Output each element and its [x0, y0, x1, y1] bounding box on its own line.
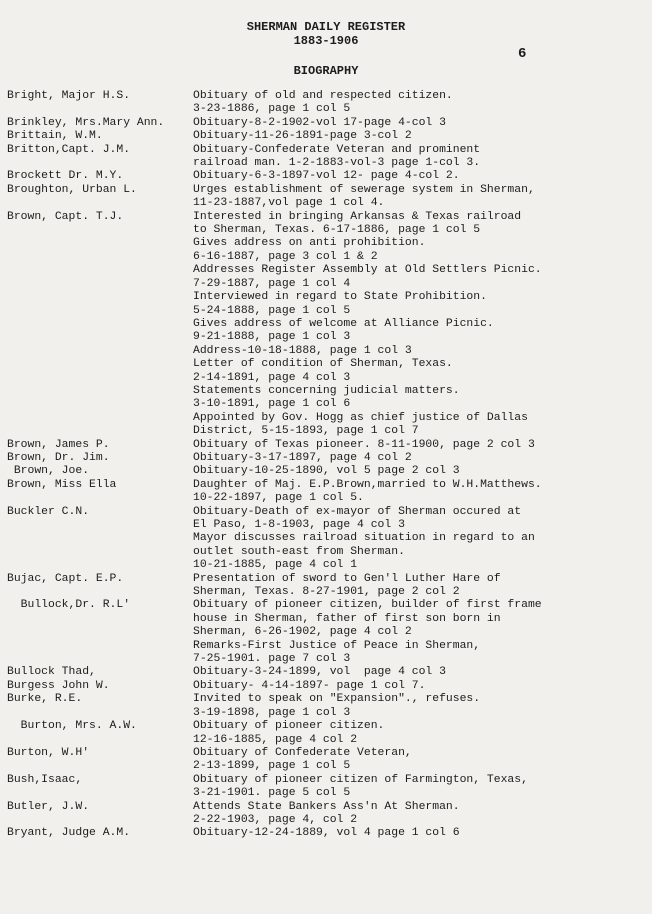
entry-text	[193, 506, 647, 573]
entry-text-line: Obituary-6-3-1897-vol 12- page 4-col 2.	[193, 170, 460, 183]
entry-text-line: Daughter of Maj. E.P.Brown,married to W.H.Matthews.	[193, 478, 542, 491]
entry-text	[193, 693, 647, 720]
register-years: 1883-1906	[293, 34, 359, 48]
entry-text-line: 9-21-1888, page 1 col 3	[193, 331, 351, 344]
entry-name-line: Brinkley, Mrs.Mary Ann.	[7, 116, 165, 129]
entry-name	[7, 170, 193, 183]
entry-text-line: Obituary-Death of ex-mayor of Sherman occured at	[193, 505, 522, 518]
entry-text-line: Sherman, Texas. 8-27-1901, page 2 col 2	[193, 586, 460, 599]
entry-text	[193, 465, 647, 478]
entry-name	[7, 144, 193, 171]
entry-name	[7, 774, 193, 801]
entry-name-line: Brown, James P.	[7, 438, 110, 451]
entry-text-line: Obituary- 4-14-1897- page 1 col 7.	[193, 679, 426, 692]
entry-text-line: Interested in bringing Arkansas & Texas railroad	[193, 210, 522, 223]
entry-name-line: Brown, Joe.	[7, 465, 90, 478]
entry-name	[7, 720, 193, 747]
entry-text	[193, 747, 647, 774]
entry-text-line: Address-10-18-1888, page 1 col 3	[193, 344, 412, 357]
entry-name-line: Britton,Capt. J.M.	[7, 143, 131, 156]
entry-text-line: 3-10-1891, page 1 col 6	[193, 398, 351, 411]
entry-text-line: 2-14-1891, page 4 col 3	[193, 371, 351, 384]
entry-text-line: Sherman, 6-26-1902, page 4 col 2	[193, 626, 412, 639]
entry-name	[7, 599, 193, 666]
entry-row	[7, 573, 647, 600]
entry-name	[7, 693, 193, 720]
entry-text	[193, 479, 647, 506]
entry-text-line: Interviewed in regard to State Prohibition.	[193, 291, 487, 304]
entry-name-line: Brown, Capt. T.J.	[7, 210, 124, 223]
entry-text-line: Mayor discusses railroad situation in regard to an	[193, 532, 535, 545]
entry-text-line: Obituary-12-24-1889, vol 4 page 1 col 6	[193, 827, 460, 840]
entry-text	[193, 666, 647, 679]
entry-name-line: Brown, Miss Ella	[7, 478, 117, 491]
entry-text-line: El Paso, 1-8-1903, page 4 col 3	[193, 519, 405, 531]
entry-text-line: to Sherman, Texas. 6-17-1886, page 1 col 5	[193, 224, 481, 237]
entry-text-line: Remarks-First Justice of Peace in Sherman,	[193, 639, 481, 652]
entry-list	[7, 90, 647, 841]
entry-name-line: Burke, R.E.	[7, 693, 83, 706]
entry-name	[7, 680, 193, 693]
entry-name	[7, 452, 193, 465]
entry-row	[7, 747, 647, 774]
entry-text	[193, 184, 647, 211]
entry-text-line: Obituary of pioneer citizen, builder of first frame	[193, 599, 542, 612]
entry-text-line: 3-23-1886, page 1 col 5	[193, 103, 351, 116]
entry-row	[7, 90, 647, 117]
entry-name-line: Brittain, W.M.	[7, 130, 103, 143]
entry-name-line: Bullock Thad,	[7, 666, 96, 679]
entry-text-line: Obituary of pioneer citizen of Farmington, Texas,	[193, 773, 528, 786]
entry-text-line: 2-22-1903, page 4, col 2	[193, 813, 358, 826]
entry-name-line: Brown, Dr. Jim.	[7, 451, 110, 464]
entry-row	[7, 479, 647, 506]
entry-name	[7, 465, 193, 478]
entry-text-line: 5-24-1888, page 1 col 5	[193, 304, 351, 317]
entry-text-line: Obituary-10-25-1890, vol 5 page 2 col 3	[193, 465, 460, 478]
entry-row	[7, 680, 647, 693]
entry-row	[7, 117, 647, 130]
entry-name	[7, 90, 193, 117]
entry-text-line: 6-16-1887, page 3 col 1 & 2	[193, 250, 378, 263]
entry-name-line: Bright, Major H.S.	[7, 90, 131, 102]
entry-text-line: 10-21-1885, page 4 col 1	[193, 559, 358, 572]
entry-text-line: Gives address of welcome at Alliance Picnic.	[193, 317, 494, 330]
entry-name-line: Bullock,Dr. R.L'	[7, 599, 131, 612]
entry-text-line: Obituary of pioneer citizen.	[193, 720, 385, 733]
entry-text	[193, 170, 647, 183]
entry-text-line: outlet south-east from Sherman.	[193, 545, 405, 558]
entry-name	[7, 439, 193, 452]
entry-text-line: Urges establishment of sewerage system in Sherman,	[193, 183, 535, 196]
entry-text-line: Obituary-3-24-1899, vol page 4 col 3	[193, 666, 446, 679]
entry-name-line: Burton, W.H'	[7, 746, 90, 759]
entry-text-line: railroad man. 1-2-1883-vol-3 page 1-col 3.	[193, 157, 481, 170]
entry-text-line: Appointed by Gov. Hogg as chief justice of Dallas	[193, 411, 528, 424]
entry-name-line: Bryant, Judge A.M.	[7, 827, 131, 840]
entry-name	[7, 747, 193, 774]
entry-text	[193, 211, 647, 439]
entry-name	[7, 573, 193, 600]
entry-name	[7, 479, 193, 506]
entry-name-line: Burgess John W.	[7, 679, 110, 692]
entry-text-line: 2-13-1899, page 1 col 5	[193, 760, 351, 773]
entry-text-line: Obituary-11-26-1891-page 3-col 2	[193, 130, 412, 143]
entry-row	[7, 693, 647, 720]
entry-text	[193, 144, 647, 171]
section-heading: BIOGRAPHY	[293, 64, 359, 78]
entry-text	[193, 720, 647, 747]
entry-text-line: 10-22-1897, page 1 col 5.	[193, 492, 364, 505]
entry-name	[7, 827, 193, 840]
entry-row	[7, 801, 647, 828]
entry-text	[193, 452, 647, 465]
entry-name	[7, 211, 193, 439]
entry-row	[7, 439, 647, 452]
entry-text-line: Letter of condition of Sherman, Texas.	[193, 358, 453, 371]
entry-text-line: 7-25-1901. page 7 col 3	[193, 653, 351, 666]
entry-text-line: Obituary-3-17-1897, page 4 col 2	[193, 451, 412, 464]
entry-row	[7, 506, 647, 573]
entry-name	[7, 117, 193, 130]
entry-text	[193, 774, 647, 801]
entry-name-line: Bujac, Capt. E.P.	[7, 572, 124, 585]
entry-text-line: 3-19-1898, page 1 col 3	[193, 706, 351, 719]
entry-row	[7, 827, 647, 840]
entry-text	[193, 599, 647, 666]
entry-text-line: 3-21-1901. page 5 col 5	[193, 787, 351, 800]
entry-name	[7, 801, 193, 828]
entry-text-line: Obituary of Confederate Veteran,	[193, 746, 412, 759]
entry-name-line: Buckler C.N.	[7, 505, 90, 518]
register-title: SHERMAN DAILY REGISTER	[246, 20, 406, 34]
entry-text-line: Invited to speak on "Expansion"., refuses.	[193, 693, 481, 706]
entry-text-line: Presentation of sword to Gen'l Luther Hare of	[193, 572, 501, 585]
entry-row	[7, 774, 647, 801]
entry-name	[7, 506, 193, 573]
entry-text	[193, 117, 647, 130]
entry-row	[7, 144, 647, 171]
entry-row	[7, 666, 647, 679]
entry-text-line: 12-16-1885, page 4 col 2	[193, 733, 358, 746]
entry-name	[7, 184, 193, 211]
entry-name	[7, 666, 193, 679]
entry-text-line: Gives address on anti prohibition.	[193, 237, 426, 250]
entry-row	[7, 130, 647, 143]
entry-text	[193, 801, 647, 828]
page-number: 6	[518, 46, 527, 62]
entry-row	[7, 211, 647, 439]
entry-name-line: Bush,Isaac,	[7, 773, 83, 786]
entry-name-line: Brockett Dr. M.Y.	[7, 170, 124, 183]
entry-row	[7, 170, 647, 183]
entry-text-line: Obituary-8-2-1902-vol 17-page 4-col 3	[193, 116, 446, 129]
entry-name	[7, 130, 193, 143]
entry-text	[193, 90, 647, 117]
entry-text-line: Obituary of old and respected citizen.	[193, 90, 453, 102]
entry-text-line: 11-23-1887,vol page 1 col 4.	[193, 197, 385, 210]
entry-text-line: Obituary-Confederate Veteran and prominent	[193, 143, 481, 156]
entry-text	[193, 439, 647, 452]
entry-row	[7, 465, 647, 478]
entry-text-line: Obituary of Texas pioneer. 8-11-1900, page 2 col 3	[193, 438, 535, 451]
entry-text	[193, 680, 647, 693]
entry-text-line: Statements concerning judicial matters.	[193, 384, 460, 397]
entry-text-line: Addresses Register Assembly at Old Settlers Picnic.	[193, 264, 542, 277]
entry-name-line: Burton, Mrs. A.W.	[7, 720, 137, 733]
entry-name-line: Butler, J.W.	[7, 800, 90, 813]
entry-text	[193, 827, 647, 840]
entry-row	[7, 599, 647, 666]
entry-name-line: Broughton, Urban L.	[7, 183, 137, 196]
entry-text-line: District, 5-15-1893, page 1 col 7	[193, 425, 419, 438]
entry-text-line: 7-29-1887, page 1 col 4	[193, 277, 351, 290]
entry-text-line: Attends State Bankers Ass'n At Sherman.	[193, 800, 460, 813]
entry-row	[7, 452, 647, 465]
entry-text-line: house in Sherman, father of first son born in	[193, 612, 501, 625]
entry-row	[7, 720, 647, 747]
entry-text	[193, 130, 647, 143]
entry-row	[7, 184, 647, 211]
entry-text	[193, 573, 647, 600]
